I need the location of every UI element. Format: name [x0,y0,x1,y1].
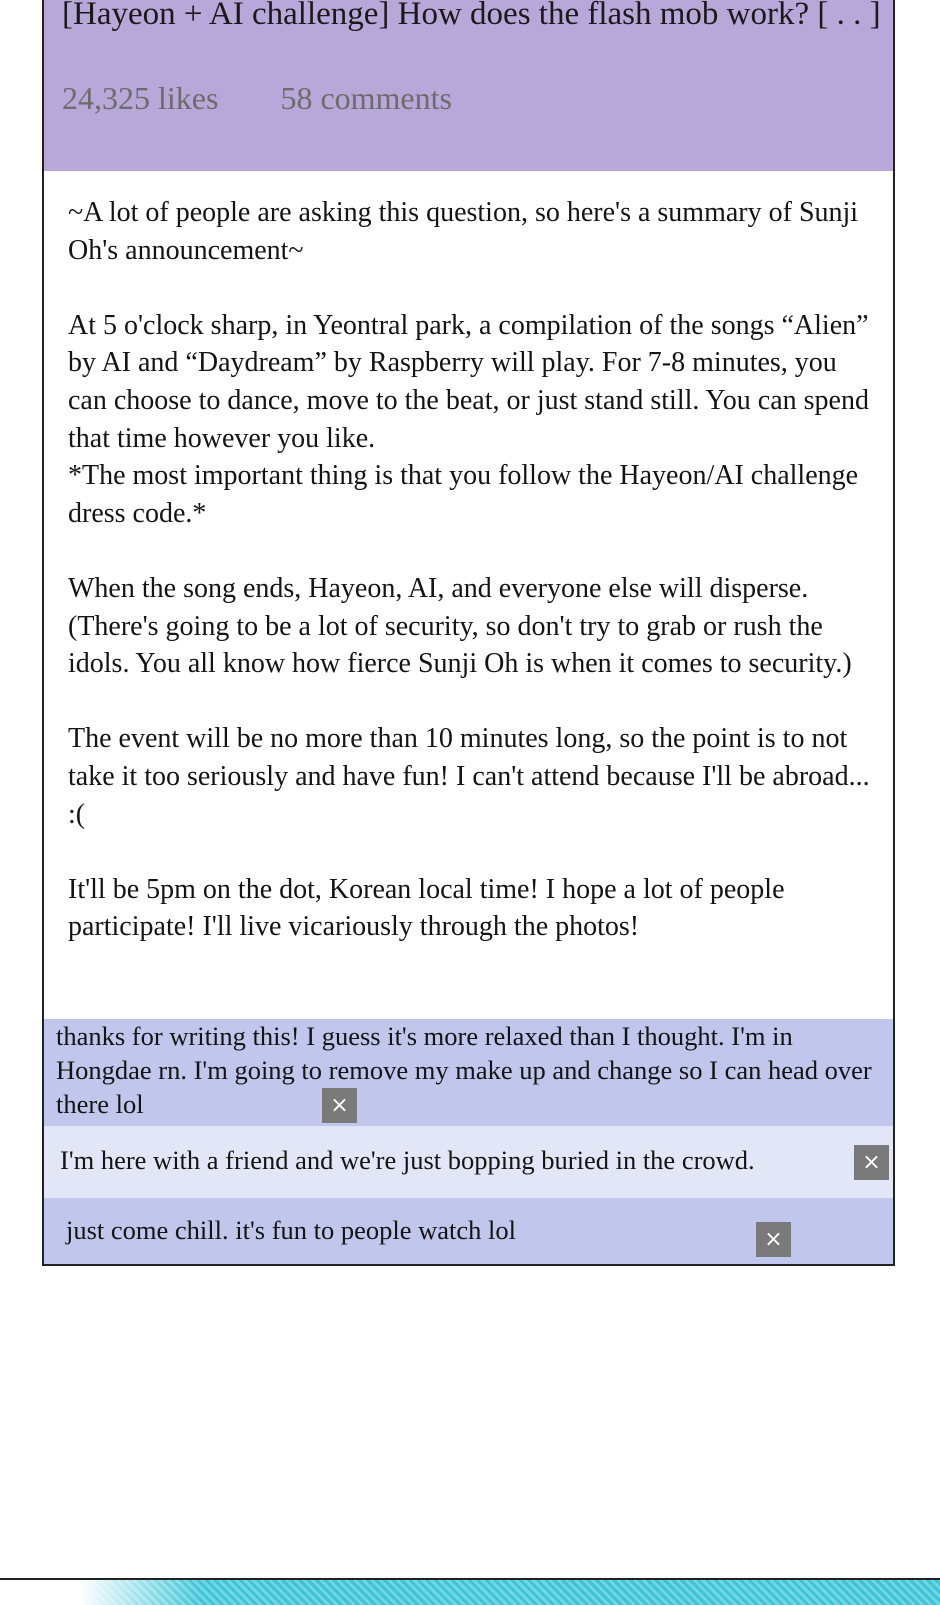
post-stats [62,78,452,118]
close-icon[interactable]: × [756,1222,791,1257]
post-title[interactable]: [Hayeon + AI challenge] How does the flash mob work? [ . . ] [62,0,881,32]
comment-item [44,1198,893,1264]
post-card [42,0,895,1266]
post-body [68,194,878,946]
post-header [44,0,893,171]
post-paragraph: *The most important thing is that you follow the Hayeon/AI challenge dress code.* [68,460,859,529]
comments-count[interactable]: 58 comments [280,80,452,116]
post-paragraph: At 5 o'clock sharp, in Yeontral park, a compilation of the songs “Alien” by AI and “Daydream” by Raspberry will play. For 7-8 minutes, you can choose to dance, move to the beat, or just stand still. You can spend that time however you like. [68,309,869,454]
comment-list [44,1019,893,1264]
close-icon[interactable]: × [854,1145,889,1180]
comment-text: just come chill. it's fun to people watch lol [66,1215,517,1245]
comment-text: I'm here with a friend and we're just bopping buried in the crowd. [60,1145,755,1175]
next-panel-art-fade [0,1580,200,1605]
post-paragraph: The event will be no more than 10 minutes long, so the point is to not take it too seriously and have fun! I can't attend because I'll be abroad... :( [68,723,870,830]
post-paragraph: It'll be 5pm on the dot, Korean local time! I hope a lot of people participate! I'll live vicariously through the photos! [68,873,785,943]
comment-text: thanks for writing this! I guess it's more relaxed than I thought. I'm in Hongdae rn. I'm going to remove my make up and change so I can head over there lol [56,1021,872,1119]
post-paragraph: ~A lot of people are asking this question, so here's a summary of Sunji Oh's announcement~ [68,197,859,266]
likes-count[interactable]: 24,325 likes [62,80,219,116]
comment-item [44,1126,893,1198]
comment-item [44,1019,893,1126]
post-paragraph: When the song ends, Hayeon, AI, and everyone else will disperse. (There's going to be a lot of security, so don't try to grab or rush the idols. You all know how fierce Sunji Oh is when it comes to security.) [68,572,852,680]
close-icon[interactable]: × [322,1088,357,1123]
